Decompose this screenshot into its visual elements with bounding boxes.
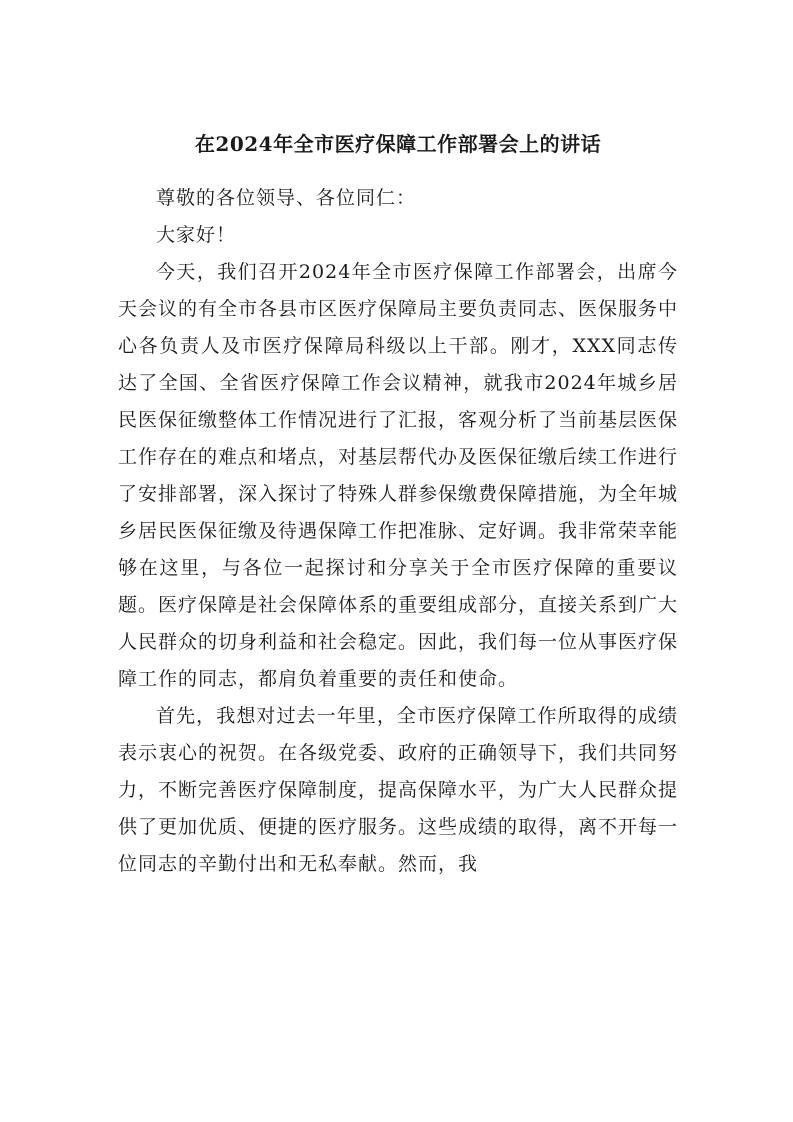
greeting: 大家好！ (156, 224, 237, 246)
body-paragraph: 今天，我们召开2024年全市医疗保障工作部署会，出席今天会议的有全市各县市区医疗保障局主要负责同志、医保服务中心各负责人及市医疗保障局科级以上干部。刚才，XXX同志传达了全国、全省医疗保障工作会议精神，就我市2024年城乡居民医保征缴整体工作情况进行了汇报，客观分析了当前基层医保工作存在的难点和堵点，对基层帮代办及医保征缴后续工作进行了安排部署，深入探讨了特殊人群参保缴费保障措施，为全年城乡居民医保征缴及待遇保障工作把准脉、定好调。我非常荣幸能够在这里，与各位一起探讨和分享关于全市医疗保障的重要议题。医疗保障是社会保障体系的重要组成部分，直接关系到广大人民群众的切身利益和社会稳定。因此，我们每一位从事医疗保障工作的同志，都肩负着重要的责任和使命。 (118, 261, 679, 690)
document-title: 在2024年全市医疗保障工作部署会上的讲话 (194, 132, 602, 156)
document-page (118, 126, 678, 883)
salutation: 尊敬的各位领导、各位同仁： (156, 187, 417, 209)
body-paragraph: 首先，我想对过去一年里，全市医疗保障工作所取得的成绩表示衷心的祝贺。在各级党委、政府的正确领导下，我们共同努力，不断完善医疗保障制度，提高保障水平，为广大人民群众提供了更加优质、便捷的医疗服务。这些成绩的取得，离不开每一位同志的辛勤付出和无私奉献。然而，我 (118, 705, 679, 875)
